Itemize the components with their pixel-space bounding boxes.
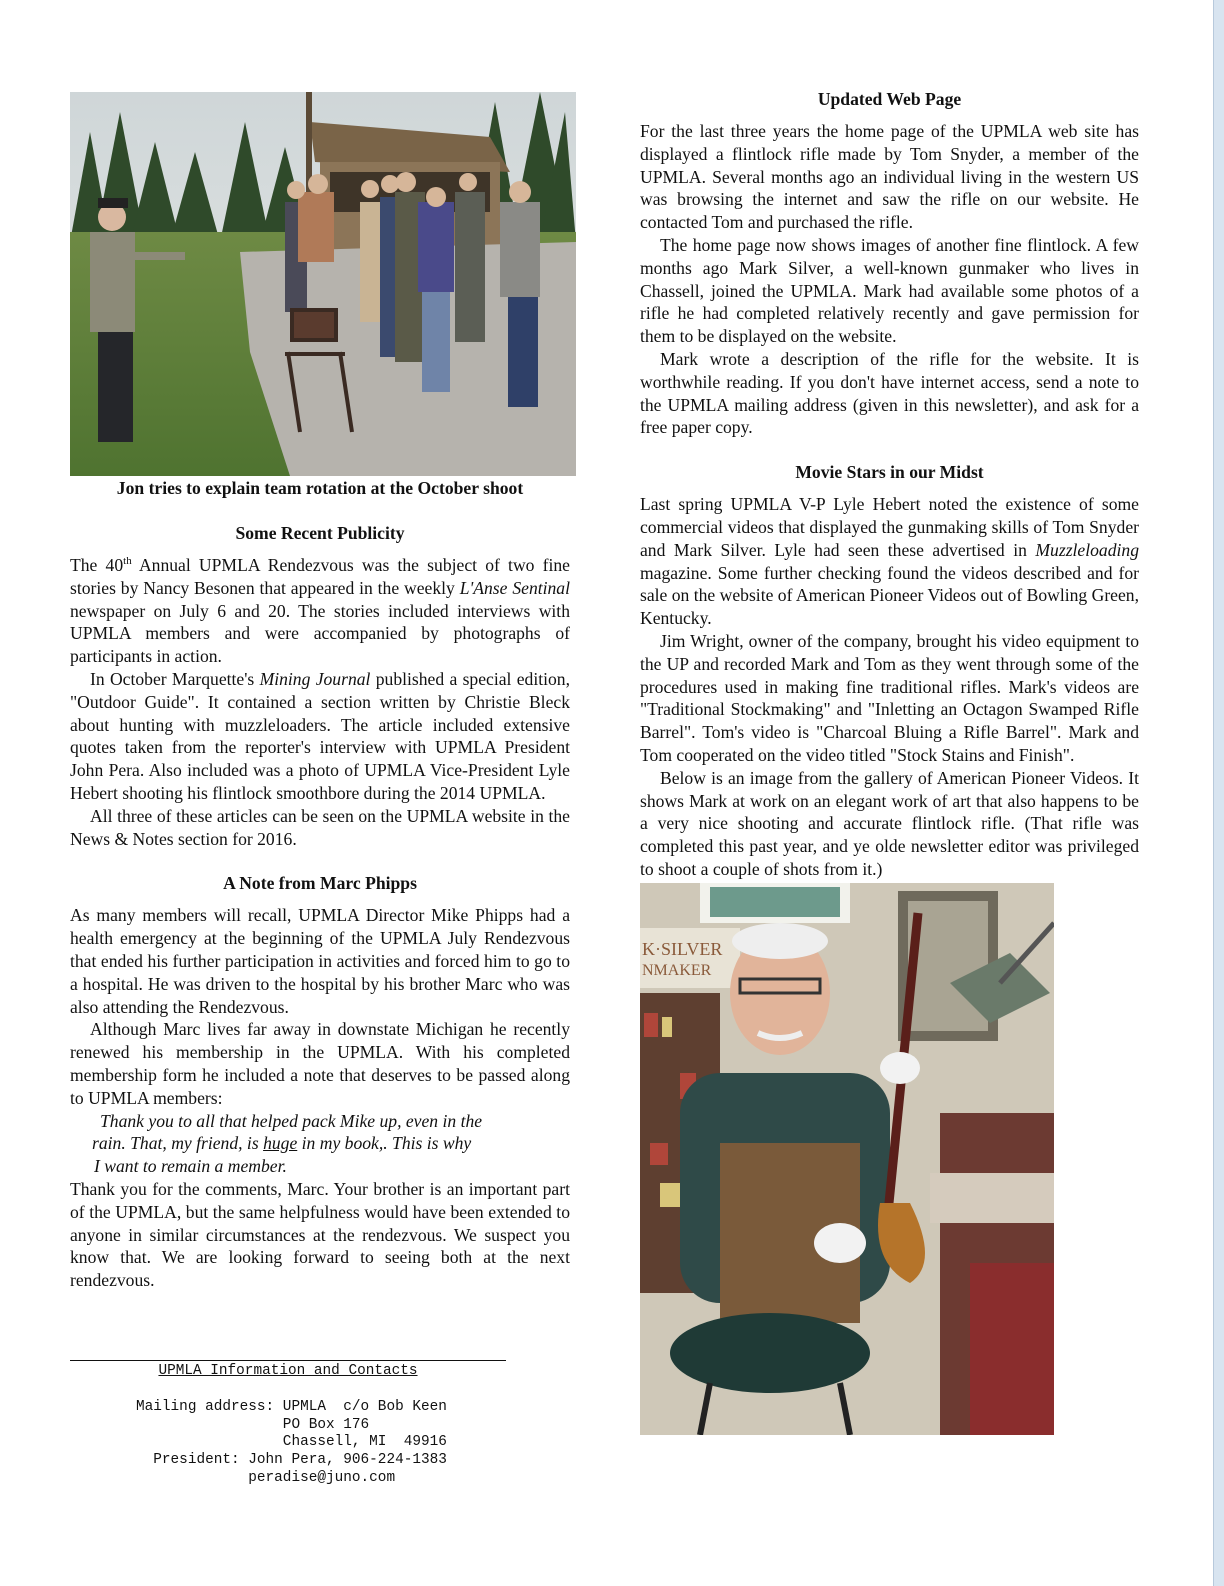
web-paragraph-2: The home page now shows images of another fine flintlock. A few months ago Mark Silver, a well-known gunmaker who lives in Chassell, joined the UPMLA. Mark had available some photos of a rifle he had completed relatively recently and gave permission for them to be displayed on the website.: [640, 234, 1139, 347]
left-column: [70, 92, 570, 1292]
web-paragraph-3: Mark wrote a description of the rifle for the website. It is worthwhile reading. If you don't have internet access, send a note to the UPMLA mailing address (given in this newsletter), and ask for a free paper copy.: [640, 348, 1139, 438]
right-column: [640, 88, 1139, 1435]
contacts-row: Mailing address: UPMLA c/o Bob Keen: [136, 1398, 447, 1415]
movie-paragraph-2: Jim Wright, owner of the company, brought his video equipment to the UP and recorded Mark and Tom as they went through some of the procedures used in making fine traditional rifles. Mark's videos are "Traditional Stockmaking" and "Inletting an Octagon Swamped Rifle Barrel". Tom's video is "Charcoal Bluing a Rifle Barrel". Mark and Tom cooperated on the video titled "Stock Stains and Finish".: [640, 630, 1139, 765]
contacts-title: UPMLA Information and Contacts: [158, 1363, 418, 1379]
contacts-box: [70, 1360, 506, 1488]
movie-heading: Movie Stars in our Midst: [795, 462, 984, 483]
movie-paragraph-1: Last spring UPMLA V-P Lyle Hebert noted the existence of some commercial videos that displayed the gunmaking skills of Tom Snyder and Mark Silver. Lyle had seen these advertised in Muzzleloading magazine. Some further checking found the videos described and for sale on the website of American Pioneer Videos out of Bowling Green, Kentucky.: [640, 494, 1139, 629]
contacts-row: PO Box 176: [136, 1416, 370, 1433]
gunmaker-photo: [640, 883, 1054, 1435]
web-paragraph-1: For the last three years the home page of the UPMLA web site has displayed a flintlock rifle made by Tom Snyder, a member of the UPMLA. Several months ago an individual living in the western US was browsing the internet and saw the rifle on our website. He contacted Tom and purchased the rifle.: [640, 121, 1139, 233]
web-heading: Updated Web Page: [817, 89, 962, 109]
note-paragraph-2: Although Marc lives far away in downstate Michigan he recently renewed his membership in the UPMLA. With his completed membership form he included a note that deserves to be passed along to UPMLA members:: [70, 1019, 570, 1108]
shoot-photo: [70, 92, 576, 476]
contacts-row: Chassell, MI 49916: [136, 1434, 447, 1451]
photo-caption: Jon tries to explain team rotation at the October shoot: [116, 478, 524, 498]
note-paragraph-1: As many members will recall, UPMLA Director Mike Phipps had a health emergency at the beginning of the UPMLA July Rendezvous that ended his further participation in activities and forced him to go to a hospital. He was driven to the hospital by his brother Marc who was also attending the Rendezvous.: [70, 905, 570, 1017]
marc-quote: Thank you to all that helped pack Mike up, even in the rain. That, my friend, is huge in my book,. This is why I want to remain a member.: [92, 1110, 483, 1177]
publicity-heading: Some Recent Publicity: [235, 523, 405, 543]
publicity-paragraph-3: All three of these articles can be seen on the UPMLA website in the News & Notes section for 2016.: [70, 805, 570, 849]
page-edge-bar: [1213, 0, 1224, 1586]
movie-paragraph-3: Below is an image from the gallery of American Pioneer Videos. It shows Mark at work on an elegant work of art that also happens to be a very nice shooting and accurate flintlock rifle. (That rifle was completed this past year, and ye olde newsletter editor was privileged to shoot a couple of shots from it.): [640, 767, 1139, 879]
shop-sign-text: K·SILVER: [642, 938, 723, 959]
note-heading: A Note from Marc Phipps: [223, 873, 417, 894]
note-paragraph-3: Thank you for the comments, Marc. Your brother is an important part of the UPMLA, but the same helpfulness would have been extended to anyone in similar circumstances at the rendezvous. We suspect you know that. We are looking forward to seeing both at the next rendezvous.: [70, 1178, 570, 1291]
contacts-row: President: John Pera, 906-224-1383: [136, 1452, 447, 1469]
contacts-email: peradise@juno.com: [136, 1469, 396, 1486]
publicity-paragraph-1: The 40th Annual UPMLA Rendezvous was the subject of two fine stories by Nancy Besonen that appeared in the weekly L'Anse Sentinal newspaper on July 6 and 20. The stories included interviews with UPMLA members and were accompanied by photographs of participants in action.: [70, 555, 570, 667]
svg-text:NMAKER: NMAKER: [642, 961, 712, 979]
publicity-paragraph-2: In October Marquette's Mining Journal published a special edition, "Outdoor Guide". It contained a section written by Christie Bleck about hunting with muzzleloaders. The article included extensive quotes taken from the reporter's interview with UPMLA President John Pera. Also included was a photo of UPMLA Vice-President Lyle Hebert shooting his flintlock smoothbore during the 2014 UPMLA.: [70, 668, 570, 803]
